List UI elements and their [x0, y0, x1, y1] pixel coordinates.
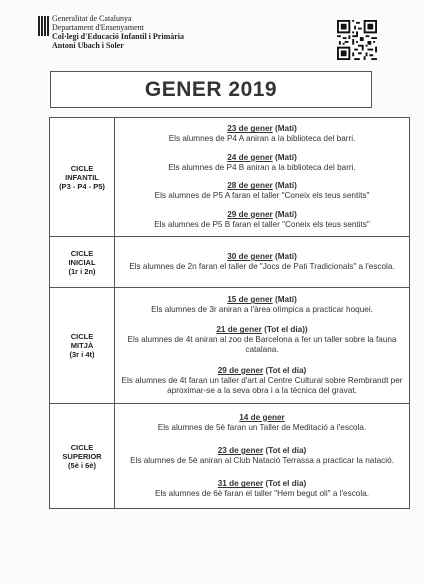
event-time: (Tot el dia)): [264, 325, 308, 335]
event-time: (Matí): [274, 124, 297, 134]
events-cell: [115, 237, 409, 287]
event-text: Els alumnes de 5è faran un Taller de Meditació a l'escola.: [157, 422, 367, 432]
stage-name: INICIAL: [68, 257, 96, 267]
section-row-inicial: [50, 237, 409, 288]
month-title-box: [50, 71, 372, 108]
event-time: (Matí): [274, 181, 297, 191]
stage-cell: [50, 118, 115, 236]
event-date: 31 de gener: [217, 479, 264, 489]
event-time: (Matí): [274, 152, 297, 162]
event-date: 21 de gener: [216, 325, 262, 335]
stage-name: INFANTIL: [65, 172, 99, 182]
event-text: Els alumnes de 3r aniran a l'àrea olímpica a practicar hoquei.: [151, 305, 373, 315]
event-item: [119, 479, 405, 499]
event-date: 29 de gener: [217, 365, 264, 375]
header-line-2: Departament d'Ensenyament: [52, 23, 144, 32]
stage-cell: [50, 237, 115, 287]
event-item: [119, 124, 405, 144]
event-text: Els alumnes de 5è aniran al Club Natació Terrassa a practicar la natació.: [130, 455, 394, 465]
event-date: 28 de gener: [227, 181, 273, 191]
stage-groups: (3r i 4t): [69, 350, 95, 359]
stage-cell: [50, 404, 115, 508]
event-text: Els alumnes de P5 A faran el taller "Coneix els teus sentits": [154, 191, 370, 201]
header-line-1: Generalitat de Catalunya: [52, 14, 132, 23]
event-date: 23 de gener: [217, 445, 264, 455]
event-time: (Matí): [274, 209, 297, 219]
section-row-mitja: [50, 288, 409, 404]
events-cell: [115, 118, 409, 236]
stage-label: CICLE: [70, 248, 94, 258]
event-date: 30 de gener: [227, 252, 273, 261]
stage-name: MITJÀ: [70, 341, 94, 350]
header-line-4: Antoni Ubach i Soler: [52, 41, 124, 50]
stage-groups: (1r i 2n): [68, 266, 96, 276]
stage-label: CICLE: [70, 163, 94, 173]
event-item: [119, 181, 405, 201]
event-time: (Tot el dia): [265, 445, 307, 455]
stage-label: CICLE: [70, 332, 94, 341]
event-item: [119, 153, 405, 173]
event-item: [119, 366, 405, 396]
stage-cell: [50, 288, 115, 403]
event-date: 23 de gener: [227, 124, 273, 134]
event-item: [119, 325, 405, 355]
events-cell: [115, 404, 409, 508]
stage-groups: (5è i 6è): [68, 460, 96, 470]
month-title: GENER 2019: [144, 77, 278, 101]
section-row-superior: [50, 404, 409, 508]
header-line-3: Col·legi d'Educació Infantil i Primària: [52, 32, 184, 41]
event-time: (Tot el dia): [265, 479, 307, 489]
event-text: Els alumnes de 6è faran el taller "Hem begut oli" a l'escola.: [155, 489, 369, 499]
event-time: (Matí): [274, 295, 297, 305]
event-text: Els alumnes de P5 B faran el taller "Coneix els teus sentits": [154, 219, 370, 229]
event-text: Els alumnes de 4t aniran al zoo de Barcelona a fer un taller sobre la fauna catalana.: [127, 335, 397, 355]
stage-name: SUPERIOR: [62, 451, 102, 461]
event-item: [119, 252, 405, 272]
event-date: 29 de gener: [227, 209, 273, 219]
event-date: 24 de gener: [227, 152, 273, 162]
event-date: 15 de gener: [227, 295, 273, 305]
generalitat-logo: [38, 16, 49, 36]
event-item: [119, 413, 405, 433]
event-time: (Tot el dia): [265, 365, 307, 375]
stage-label: CICLE: [70, 442, 94, 452]
school-header: [52, 14, 282, 50]
activities-table: [49, 117, 410, 509]
event-item: [119, 210, 405, 230]
event-text: Els alumnes de 4t faran un taller d'art al Centre Cultural sobre Rembrandt per aproximar-se a la seva obra i a la tècnica del gravat.: [121, 375, 403, 395]
section-row-infantil: [50, 118, 409, 237]
stage-groups: (P3 - P4 - P5): [59, 181, 105, 191]
event-item: [119, 446, 405, 466]
event-date: 14 de gener: [239, 412, 285, 422]
events-cell: [115, 288, 409, 403]
event-time: (Matí): [274, 252, 297, 261]
event-item: [119, 295, 405, 315]
event-text: Els alumnes de P4 B aniran a la biblioteca del barri.: [168, 162, 356, 172]
qr-code: [337, 20, 377, 60]
event-text: Els alumnes de 2n faran el taller de "Jocs de Pati Tradicionals" a l'escola.: [129, 262, 395, 271]
event-text: Els alumnes de P4 A aniran a la biblioteca del barri.: [168, 134, 356, 144]
